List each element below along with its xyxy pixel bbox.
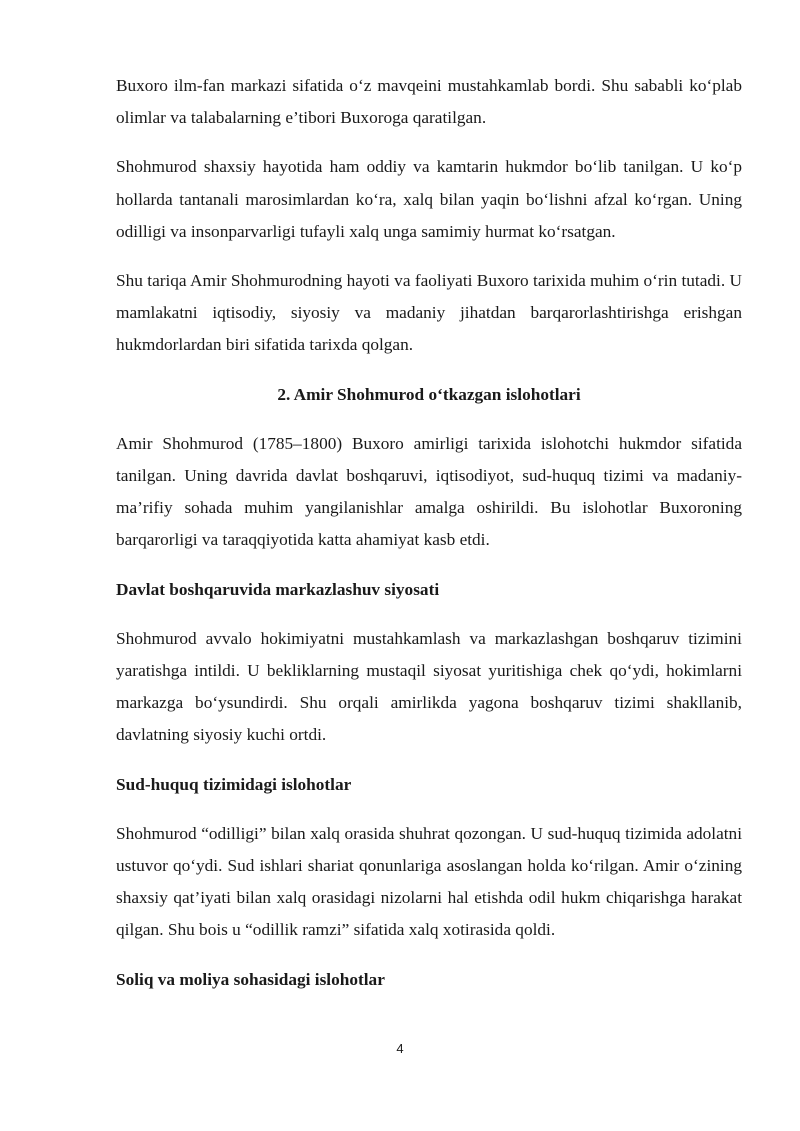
paragraph: Shu tariqa Amir Shohmurodning hayoti va faoliyati Buxoro tarixida muhim o‘rin tutadi. U mamlakatni iqtisodiy, siyosiy va madaniy jihatdan barqarorlashtirishga erishgan hukmdorlardan biri sifatida tarixda qolgan. xyxy=(116,271,742,355)
subsection-text-judicial: Shohmurod “odilligi” bilan xalq orasida shuhrat qozongan. U sud-huquq tizimida adolatni ustuvor qo‘ydi. Sud ishlari shariat qonunlariga asoslangan holda ko‘rilgan. Amir o‘zining shaxsiy qat’iyati bilan xalq orasidagi nizolarni hal etishda odil hukm chiqarishga harakat qilgan. Shu bois u “odillik ramzi” sifatida xalq xotirasida qoldi. xyxy=(116,823,742,940)
section-title: 2. Amir Shohmurod o‘tkazgan islohotlari xyxy=(277,384,581,404)
subsection-heading-judicial: Sud-huquq tizimidagi islohotlar xyxy=(116,774,352,794)
document-page xyxy=(116,70,742,1013)
paragraph: Buxoro ilm-fan markazi sifatida o‘z mavqeini mustahkamlab bordi. Shu sababli ko‘plab olimlar va talabalarning e’tibori Buxoroga qaratilgan. xyxy=(116,76,742,128)
paragraph: Shohmurod shaxsiy hayotida ham oddiy va kamtarin hukmdor bo‘lib tanilgan. U ko‘p hollarda tantanali marosimlardan ko‘ra, xalq bilan yaqin bo‘lishni afzal ko‘rgan. Uning odilligi va insonparvarligi tufayli xalq unga samimiy hurmat ko‘rsatgan. xyxy=(116,157,742,241)
subsection-text-centralization: Shohmurod avvalo hokimiyatni mustahkamlash va markazlashgan boshqaruv tizimini yaratishga intildi. U bekliklarning mustaqil siyosat yuritishiga chek qo‘ydi, hokimlarni markazga bo‘ysundirdi. Shu orqali amirlikda yagona boshqaruv tizimi shakllanib, davlatning siyosiy kuchi ortdi. xyxy=(116,628,742,745)
subsection-heading-centralization: Davlat boshqaruvida markazlashuv siyosati xyxy=(116,579,440,599)
subsection-heading-tax-finance: Soliq va moliya sohasidagi islohotlar xyxy=(116,969,385,989)
page-number: 4 xyxy=(396,1041,404,1056)
section-intro-paragraph: Amir Shohmurod (1785–1800) Buxoro amirligi tarixida islohotchi hukmdor sifatida tanilgan. Uning davrida davlat boshqaruvi, iqtisodiyot, sud-huquq tizimi va madaniy-ma’rifiy sohada muhim yangilanishlar amalga oshirildi. Bu islohotlar Buxoroning barqarorligi va taraqqiyotida katta ahamiyat kasb etdi. xyxy=(116,433,742,550)
